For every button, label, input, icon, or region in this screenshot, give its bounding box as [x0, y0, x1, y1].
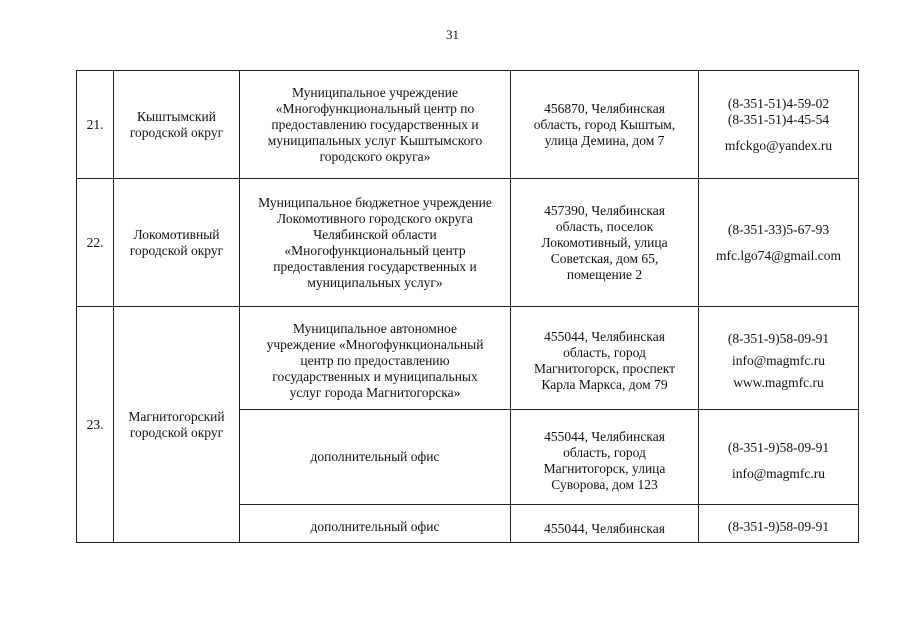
address-line: 456870, Челябинская: [544, 100, 665, 116]
district-line: городской округ: [129, 424, 224, 440]
address-line: Магнитогорск, улица: [543, 461, 666, 476]
table-row-21: [77, 71, 859, 179]
address-line: 457390, Челябинская: [544, 202, 665, 218]
address-cell: [511, 179, 699, 307]
district-line: городской округ: [129, 124, 224, 140]
page-number: 31: [446, 27, 459, 42]
org-line: Челябинской области: [313, 226, 437, 242]
contacts-cell: [699, 307, 859, 410]
address-cell: [511, 505, 699, 543]
address-line: улица Демина, дом 7: [544, 132, 665, 148]
organization-cell: [240, 307, 511, 410]
address-line: 455044, Челябинская: [544, 429, 665, 444]
district-line: Кыштымский: [137, 108, 216, 124]
address-line: Суворова, дом 123: [551, 477, 658, 492]
row-number: 21.: [77, 71, 114, 179]
org-line: «Многофункциональный центр: [284, 242, 466, 258]
phone-number: (8-351-9)58-09-91: [727, 518, 830, 534]
org-line: центр по предоставлению: [300, 353, 450, 368]
contacts-cell: [699, 505, 859, 543]
district-cell: [114, 71, 240, 179]
org-line: предоставления государственных и: [273, 258, 477, 274]
address-cell: [511, 307, 699, 410]
district-line: Локомотивный: [133, 226, 220, 242]
phone-number: (8-351-33)5-67-93: [727, 221, 830, 237]
district-line: городской округ: [129, 242, 224, 258]
row-number: 22.: [77, 179, 114, 307]
address-line: Локомотивный, улица: [541, 234, 668, 250]
organization-cell: [240, 505, 511, 543]
email-address: info@magmfc.ru: [731, 466, 826, 481]
contacts-cell: [699, 179, 859, 307]
org-line: Муниципальное бюджетное учреждение: [258, 194, 492, 210]
district-line: Магнитогорский: [128, 408, 225, 424]
email-address: info@magmfc.ru: [731, 353, 826, 368]
website-address: www.magmfc.ru: [733, 375, 824, 390]
address-line: область, город: [563, 445, 646, 460]
table-row-22: [77, 179, 859, 307]
district-cell: [114, 307, 240, 543]
org-line: Муниципальное учреждение: [292, 84, 458, 100]
org-line: дополнительный офис: [310, 449, 440, 464]
organization-cell: [240, 71, 511, 179]
phone-number: (8-351-9)58-09-91: [727, 440, 830, 455]
org-line: муниципальных услуг»: [307, 274, 443, 290]
address-line: Карла Маркса, дом 79: [541, 377, 668, 392]
email-address: mfc.lgo74@gmail.com: [716, 247, 841, 263]
org-line: дополнительный офис: [310, 518, 440, 534]
address-line: область, город: [563, 345, 646, 360]
mfc-registry-table: [76, 70, 859, 543]
row-number: 23.: [77, 307, 114, 543]
org-line: «Многофункциональный центр по: [275, 100, 475, 116]
address-line: Магнитогорск, проспект: [533, 361, 675, 376]
contacts-cell: [699, 71, 859, 179]
org-line: Муниципальное автономное: [293, 321, 457, 336]
org-line: услуг города Магнитогорска»: [289, 385, 461, 400]
org-line: учреждение «Многофункциональный: [266, 337, 484, 352]
address-line: область, город Кыштым,: [533, 116, 676, 132]
contacts-cell: [699, 410, 859, 505]
address-line: 455044, Челябинская: [544, 520, 665, 536]
address-cell: [511, 410, 699, 505]
email-address: mfckgo@yandex.ru: [724, 137, 833, 153]
address-cell: [511, 71, 699, 179]
phone-number: (8-351-51)4-59-02: [727, 95, 830, 111]
org-line: муниципальных услуг Кыштымского: [267, 132, 483, 148]
org-line: городского округа»: [319, 148, 431, 164]
organization-cell: [240, 410, 511, 505]
org-line: государственных и муниципальных: [272, 369, 478, 384]
table-row-23: [77, 307, 859, 410]
district-cell: [114, 179, 240, 307]
address-line: помещение 2: [566, 266, 643, 282]
address-line: Советская, дом 65,: [550, 250, 659, 266]
organization-cell: [240, 179, 511, 307]
org-line: предоставлению государственных и: [271, 116, 479, 132]
phone-number: (8-351-9)58-09-91: [727, 331, 830, 346]
address-line: 455044, Челябинская: [544, 329, 665, 344]
phone-number: (8-351-51)4-45-54: [727, 111, 830, 127]
address-line: область, поселок: [555, 218, 654, 234]
org-line: Локомотивного городского округа: [277, 210, 473, 226]
